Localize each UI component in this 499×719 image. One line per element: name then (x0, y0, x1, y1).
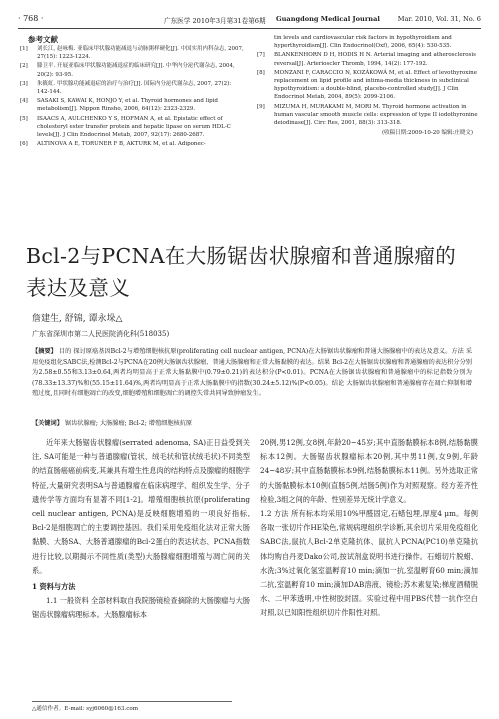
reference-item (20, 140, 244, 148)
reference-number: [6] (20, 141, 28, 148)
keywords-label: 【关键词】 (32, 420, 63, 427)
reference-item (20, 62, 244, 78)
reference-item (20, 115, 244, 140)
reference-text: tin levels and cardiovascular risk factors in hypothyroidism and hyperthyroidism[J]. Clin Endocrinol(Oxf), 2006, 65(4): 530-535. (274, 35, 452, 50)
reference-item (257, 51, 481, 67)
reference-item (20, 80, 244, 96)
methods-paragraph: 20例,男12例,女8例,年龄20~45岁;其中直肠黏膜标本8例,结肠黏膜标本12例。大肠锯齿状腺瘤标本20例,其中男11例,女9例,年龄24~48岁;其中直肠黏膜标本9例,结肠黏膜标本11例。另外选取正常的大肠黏膜标本10例(直肠5例,结肠5例)作为对照观察。经方差齐性检验,3组之间的年龄、性别差异无统计学意义。 1.2 方法 所有标本均采用10%甲醛固定,石蜡包埋,厚度4 μm。每例各取一张切片作HE染色,常规病理组织学诊断,其余切片采用免疫组化SABC法,鼠抗人Bcl-2单克隆抗体、鼠抗人PCNA(PC10)单克隆抗体均购自丹麦Dako公司,按试剂盒说明书进行操作。石蜡切片脱蜡、水洗;3%过氧化氢室温孵育10 min;滴加一抗,室温孵育60 min;滴加二抗,室温孵育10 min;滴加DAB溶液、镜检;苏木素复染;梯度酒精脱水、二甲苯透明,中性树胶封固。实验过程中用PBS代替一抗作空白对照,以已知阳性组织切片作阳性对照。 (260, 438, 478, 618)
authors: 詹建生, 舒锦, 谭永垛△ (32, 314, 123, 324)
running-header (18, 10, 481, 29)
reference-number: [1] (20, 46, 28, 52)
reference-text: SASAKI S, KAWAI K, HONJO Y, et al. Thyroid hormones and lipid metabolism[J]. Nippon Rinsho, 2006, 64(12): 2323-2329. (37, 98, 218, 113)
section-heading: 1 资料与方法 (32, 582, 76, 592)
reference-item (257, 103, 481, 128)
reference-item (20, 97, 244, 113)
references-heading: 参考文献 (28, 35, 58, 44)
issue-info: Mar. 2010, Vol. 31, No. 6 (397, 15, 481, 23)
reference-number: [9] (257, 103, 265, 110)
reference-item (257, 34, 481, 50)
references-right-column (257, 34, 481, 137)
reference-item (20, 45, 244, 61)
abstract-text: 目的 探讨原癌基因Bcl-2与增殖细胞核抗原(proliferating cell nuclear antigen, PCNA)在大肠锯齿状腺瘤和普通大肠腺瘤中的表达及意义。方法 采用免疫组化SABC法,检测Bcl-2与PCNA在20例大肠锯齿状腺瘤、普通大肠腺瘤和正常大肠黏膜的表达。结果 Bcl-2在大肠锯齿状腺瘤和普通腺瘤的表达积分分别为2.58±0.55和3.13±0.64,两者均明显高于正常大肠黏膜中(0.79±0.21)的表达积分(P<0.01)。PCNA在大肠锯齿状腺瘤和普通腺瘤中的标记指数分别为(78.33±13.37)%和(55.15±11.64)%,两者均明显高于正常大肠黏膜中的指数(30.24±5.12)%(P<0.05)。结论 大肠锯齿状腺瘤和普通腺瘤存在凋亡抑制和增殖过度,且同时有细胞凋亡的改变,细胞增殖和细胞凋亡的调控失常共同导致肿瘤发生。 (32, 348, 473, 398)
abstract (32, 347, 472, 400)
reference-number (257, 34, 274, 50)
body-left-column (32, 436, 250, 623)
keywords-text: 锯齿状腺瘤; 大肠腺瘤; Bcl-2; 增殖细胞核抗原 (64, 420, 193, 427)
references-left-column (20, 45, 244, 149)
reference-text: 朱筱虹. 甲状腺功能减退症的治疗与治疗[J]. 国际内分泌代谢杂志, 2007, 27(2): 142-144. (37, 80, 232, 96)
reference-text: ISAACS A, AULCHENKO Y S, HOFMAN A, et al. Epistatic effect of cholesteryl ester transfer protein and hepatic lipase on serum HDL-C levels[J]. J Clin Endocrinol Metab, 2007, 92(17): 2680-2687. (37, 115, 231, 139)
reference-item (257, 69, 481, 102)
reference-number: [5] (20, 115, 28, 122)
keywords (32, 418, 472, 427)
abstract-label: 【摘要】 (32, 348, 57, 355)
reference-number: [2] (20, 63, 28, 70)
reference-number: [3] (20, 80, 28, 87)
reference-text: 刘长江, 赵咏梅. 亚临床甲状腺功能减退与动脉粥样硬化[J]. 中国实用内科杂志, 2007, 27(15): 1223-1224. (37, 46, 244, 61)
intro-paragraph: 近年来大肠锯齿状腺瘤(serrated adenoma, SA)正日益受到关注, SA可能是一种与普通腺瘤(管状、绒毛状和管状绒毛状)不同类型的结直肠癌癌前病变,其兼具有增生性息肉的结构特点及腺瘤的细胞学特征,大量研究表明SA与普通腺瘤在临床病理学、组织发生学、分子遗传学等方面均有显著不同[1-2]。增殖细胞核抗原(proliferating cell nuclear antigen, PCNA)是反映细胞增殖的一项良好指标, Bcl-2是细胞凋亡的主要调控基因。我们采用免疫组化法对正常大肠黏膜、大肠SA、大肠普通腺瘤的Bcl-2蛋白的表达状态、PCNA指数进行比较,以期揭示不同性质(类型)大肠腺瘤细胞增殖与凋亡间的关系。 (32, 438, 250, 575)
article-title: Bcl-2与PCNA在大肠锯齿状腺瘤和普通腺瘤的表达及意义 (26, 244, 456, 300)
journal-name-en: Guangdong Medical Journal (276, 15, 380, 23)
subsection-general-data: 1.1 一般资料 全部材料取自我院肠镜检查摘除的大肠腺瘤与大肠锯齿状腺瘤病理标本。大肠腺瘤标本 (32, 596, 250, 620)
reference-number: [7] (257, 52, 265, 59)
body-right-column (260, 436, 478, 621)
reference-number: [8] (257, 69, 265, 76)
reference-text: 滕卫平. 开展亚临床甲状腺功能减退症的临床研究[J]. 中华内分泌代谢杂志, 2004, 20(2): 93-95. (37, 63, 235, 78)
reference-text: ALTINOVA A E, TORUNER F B, AKTURK M, et al. Adiponec- (37, 141, 206, 148)
reference-number: [4] (20, 98, 28, 105)
journal-name-cn: 广东医学 2010年3月第31卷第6期 (164, 17, 266, 25)
page-number: · 768 · (18, 14, 44, 23)
reference-text: BLANKENHORN D H, HODIS H N. Arterial imaging and atherosclerosis reversal[J]. Arterioscler Thromb, 1994, 14(2): 177-192. (274, 52, 476, 67)
reference-text: MONZANI F, CARACCIO N, KOZÁKOWÁ M, et al. Effect of levothyroxine replacement on lipid profile and intima-media thickness in subclinical hypothyroidism: a double-blind, placebo-controlled study[J]. J Clin Endocrinol Metab, 2004, 89(5): 2099-2106. (274, 69, 477, 101)
received-date: (收稿日期:2009-10-20 编辑:庄晓文) (382, 130, 473, 137)
reference-text: MIZUMA H, MURAKAMI M, MORI M. Thyroid hormone activation in human vascular smooth muscle cells: expression of type II iodothyronine deiodinase[J]. Circ Res, 2001, 88(3): 313-318. (274, 103, 478, 127)
affiliation: 广东省深圳市第二人民医院消化科(518035) (32, 330, 170, 338)
corresponding-author-footnote: △通信作者。E-mail: syj6060@163.com (32, 701, 232, 712)
